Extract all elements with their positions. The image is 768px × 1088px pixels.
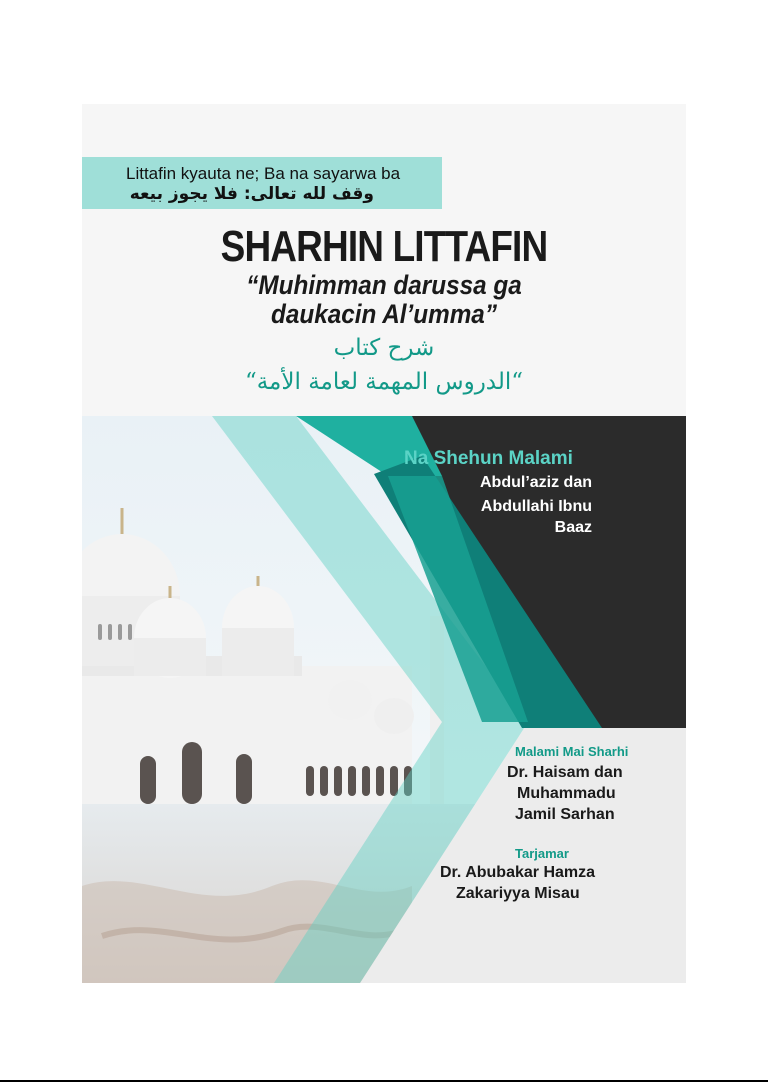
author-name-line-1: Abdul’aziz dan	[480, 474, 592, 491]
author-heading: Na Shehun Malami	[404, 448, 573, 469]
book-cover	[82, 104, 686, 983]
book-title: SHARHIN LITTAFIN	[220, 222, 548, 271]
book-subtitle-line-2: daukacin Al’umma”	[271, 299, 497, 329]
cover-artwork	[82, 416, 686, 983]
translator-name-line-1: Dr. Abubakar Hamza	[440, 864, 596, 881]
arabic-title-line-1: شرح كتاب	[333, 335, 435, 361]
commentator-name-line-2: Muhammadu	[517, 785, 616, 802]
translator-label: Tarjamar	[515, 846, 569, 861]
commentator-name-line-1: Dr. Haisam dan	[507, 764, 623, 781]
free-notice-band	[82, 157, 442, 209]
free-notice-hausa: Littafin kyauta ne; Ba na sayarwa ba	[126, 164, 401, 183]
page-bottom-rule	[0, 1080, 768, 1082]
author-name-line-2: Abdullahi Ibnu	[480, 498, 592, 515]
book-subtitle-line-1: “Muhimman darussa ga	[246, 270, 522, 300]
commentator-name-line-3: Jamil Sarhan	[515, 806, 615, 823]
arabic-title-line-2: “الدروس المهمة لعامة الأمة“	[244, 369, 524, 395]
free-notice-arabic: وقف لله تعالى: فلا يجوز بيعه	[129, 184, 374, 204]
author-name-line-3: Baaz	[554, 519, 592, 536]
translator-name-line-2: Zakariyya Misau	[456, 885, 580, 902]
commentator-label: Malami Mai Sharhi	[515, 744, 629, 759]
cover-artwork-graphic	[82, 416, 686, 983]
